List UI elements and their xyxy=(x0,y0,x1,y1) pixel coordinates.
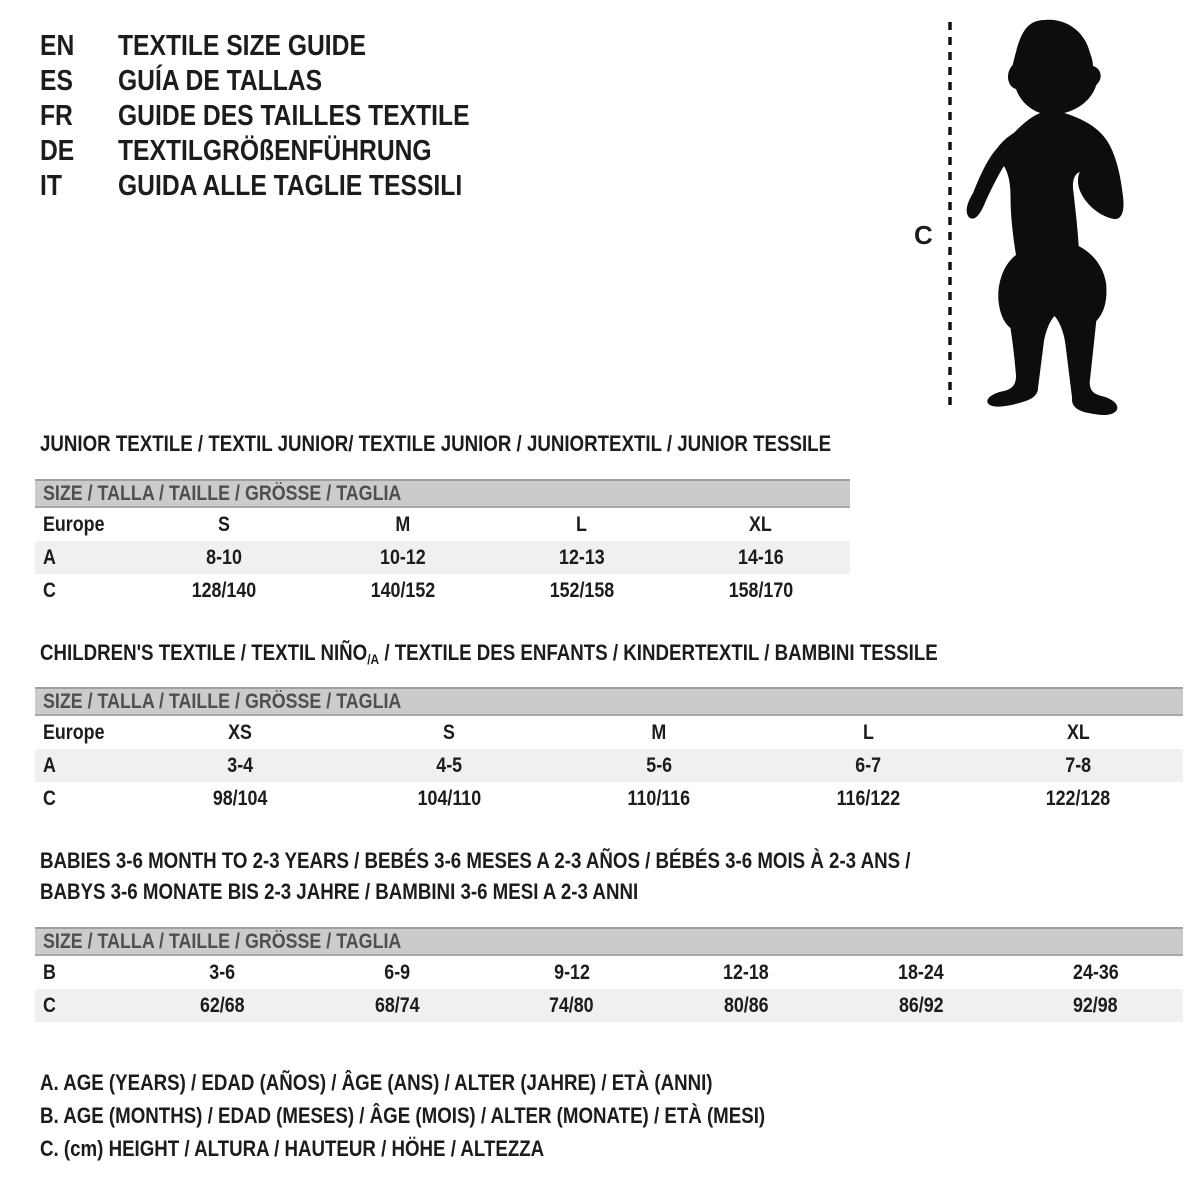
junior-table-rows xyxy=(35,508,850,607)
height-cell: 98/104 xyxy=(212,787,268,810)
row-label: A xyxy=(43,754,56,777)
language-code-de: DE xyxy=(40,135,75,167)
age-cell: 3-6 xyxy=(209,961,236,984)
height-cell: 86/92 xyxy=(898,994,944,1017)
height-cell: 158/170 xyxy=(728,579,793,602)
age-cell: 14-16 xyxy=(737,546,784,569)
language-code-en: EN xyxy=(40,30,75,62)
age-cell: 9-12 xyxy=(553,961,590,984)
children-section-heading xyxy=(40,642,1096,670)
junior-table-header-bar xyxy=(35,479,850,508)
age-cell: 6-9 xyxy=(384,961,410,984)
height-cell: 104/110 xyxy=(417,787,482,810)
language-row-fr xyxy=(40,99,532,134)
legend-line-a: A. AGE (YEARS) / EDAD (AÑOS) / ÂGE (ANS) / ALTER (JAHRE) / ETÀ (ANNI) xyxy=(40,1070,713,1095)
junior-size-table xyxy=(35,479,850,607)
row-label: Europe xyxy=(43,721,105,744)
legend-line-c: C. (cm) HEIGHT / ALTURA / HAUTEUR / HÖHE / ALTEZZA xyxy=(40,1136,545,1161)
size-cell: XL xyxy=(749,513,773,536)
size-cell: L xyxy=(863,721,875,744)
table-row xyxy=(35,749,1183,782)
height-cell: 68/74 xyxy=(374,994,420,1017)
row-label: C xyxy=(43,579,56,602)
table-row xyxy=(35,782,1183,815)
size-cell: L xyxy=(576,513,588,536)
age-cell: 7-8 xyxy=(1065,754,1092,777)
height-cell: 116/122 xyxy=(836,787,901,810)
height-cell: 152/158 xyxy=(549,579,615,602)
age-cell: 8-10 xyxy=(206,546,243,569)
age-cell: 4-5 xyxy=(436,754,463,777)
age-cell: 10-12 xyxy=(380,546,426,569)
size-cell: XS xyxy=(227,721,252,744)
language-row-it xyxy=(40,169,532,204)
height-cell: 110/116 xyxy=(627,787,691,810)
language-row-en xyxy=(40,29,532,64)
age-cell: 3-4 xyxy=(226,754,253,777)
height-dimension-label: C xyxy=(914,220,933,250)
height-cell: 62/68 xyxy=(199,994,245,1017)
language-code-es: ES xyxy=(40,65,73,97)
table-row xyxy=(35,716,1183,749)
age-cell: 5-6 xyxy=(646,754,672,777)
row-label: C xyxy=(43,787,56,810)
size-cell: S xyxy=(218,513,231,536)
table-row xyxy=(35,508,850,541)
guide-title-fr: GUIDE DES TAILLES TEXTILE xyxy=(118,100,470,132)
babies-title-line2: BABYS 3-6 MONATE BIS 2-3 JAHRE / BAMBINI 3-6 MESI A 2-3 ANNI xyxy=(40,879,639,904)
language-code-it: IT xyxy=(40,170,62,202)
height-cell: 74/80 xyxy=(549,994,595,1017)
row-label: C xyxy=(43,994,56,1017)
measurement-legend xyxy=(40,1066,893,1165)
size-cell: M xyxy=(651,721,667,744)
babies-size-table xyxy=(35,927,1183,1022)
measurement-figure xyxy=(900,10,1150,420)
junior-section-heading xyxy=(40,433,971,455)
children-table-rows xyxy=(35,716,1183,815)
babies-section-heading xyxy=(40,845,1064,907)
table-row xyxy=(35,956,1183,989)
height-cell: 80/86 xyxy=(724,994,769,1017)
guide-title-en: TEXTILE SIZE GUIDE xyxy=(118,30,366,62)
row-label: Europe xyxy=(43,513,105,536)
guide-title-de: TEXTILGRÖßENFÜHRUNG xyxy=(118,135,432,167)
size-header-label: SIZE / TALLA / TAILLE / GRÖSSE / TAGLIA xyxy=(43,930,402,953)
children-table-header-bar xyxy=(35,687,1183,716)
size-cell: XL xyxy=(1066,721,1090,744)
height-cell: 140/152 xyxy=(370,579,436,602)
legend-line-b: B. AGE (MONTHS) / EDAD (MESES) / ÂGE (MOIS) / ALTER (MONATE) / ETÀ (MESI) xyxy=(40,1103,766,1128)
row-label: A xyxy=(43,546,56,569)
height-cell: 128/140 xyxy=(192,579,257,602)
language-row-es xyxy=(40,64,532,99)
junior-section-title: JUNIOR TEXTILE / TEXTIL JUNIOR/ TEXTILE JUNIOR / JUNIORTEXTIL / JUNIOR TESSILE xyxy=(40,431,832,456)
age-cell: 12-18 xyxy=(723,961,770,984)
age-cell: 24-36 xyxy=(1072,961,1119,984)
age-cell: 12-13 xyxy=(559,546,605,569)
height-cell: 92/98 xyxy=(1073,994,1119,1017)
size-cell: M xyxy=(395,513,411,536)
language-row-de xyxy=(40,134,532,169)
babies-table-header-bar xyxy=(35,927,1183,956)
height-cell: 122/128 xyxy=(1045,787,1111,810)
children-size-table xyxy=(35,687,1183,815)
children-section-title xyxy=(40,642,938,670)
guide-title-es: GUÍA DE TALLAS xyxy=(118,65,323,97)
age-cell: 6-7 xyxy=(855,754,882,777)
table-row xyxy=(35,989,1183,1022)
table-row xyxy=(35,541,850,574)
language-title-block xyxy=(40,29,532,204)
row-label: B xyxy=(43,961,56,984)
guide-title-it: GUIDA ALLE TAGLIE TESSILI xyxy=(118,170,463,202)
size-header-label: SIZE / TALLA / TAILLE / GRÖSSE / TAGLIA xyxy=(43,690,402,713)
toddler-silhouette-icon xyxy=(967,20,1124,415)
children-title-post: / TEXTILE DES ENFANTS / KINDERTEXTIL / BAMBINI TESSILE xyxy=(379,640,938,665)
figure-graphic xyxy=(900,10,1150,420)
language-code-fr: FR xyxy=(40,100,73,132)
size-cell: S xyxy=(443,721,456,744)
babies-title-line1: BABIES 3-6 MONTH TO 2-3 YEARS / BEBÉS 3-6 MESES A 2-3 AÑOS / BÉBÉS 3-6 MOIS À 2-3 ANS / xyxy=(40,848,911,873)
children-title-sub: /A xyxy=(367,651,380,667)
table-row xyxy=(35,574,850,607)
babies-table-rows xyxy=(35,956,1183,1022)
age-cell: 18-24 xyxy=(898,961,944,984)
size-header-label: SIZE / TALLA / TAILLE / GRÖSSE / TAGLIA xyxy=(43,482,402,505)
children-title-pre: CHILDREN'S TEXTILE / TEXTIL NIÑO xyxy=(40,640,368,665)
